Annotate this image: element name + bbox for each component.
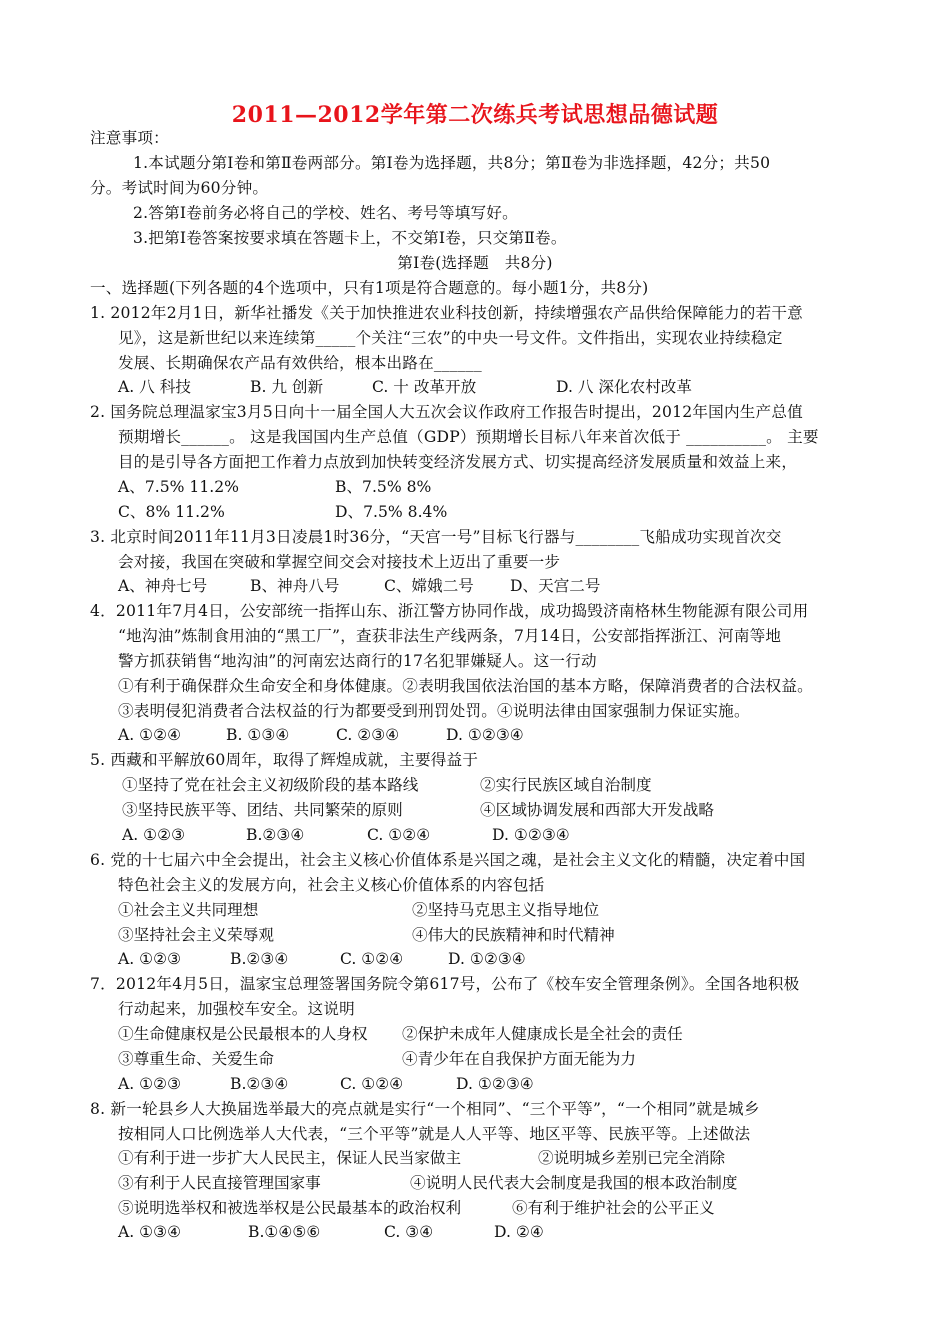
question-2-text: 目的是引导各方面把工作着力点放到加快转变经济发展方式、切实提高经济发展质量和效益上来，: [118, 453, 798, 471]
option-c: C. ①②④: [340, 1075, 404, 1093]
option-d: D. ②④: [494, 1223, 544, 1241]
statement-4: ④说明人民代表大会制度是我国的根本政治制度: [410, 1174, 738, 1192]
question-4-text: 4．2011年7月4日，公安部统一指挥山东、浙江警方协同作战，成功捣毁济南格林生物能源有限公司用: [90, 602, 809, 620]
option-a: A. 八 科技: [118, 378, 191, 396]
statement-1: ①有利于进一步扩大人民民主，保证人民当家做主: [118, 1149, 462, 1167]
option-b: B. ①③④: [226, 726, 290, 744]
option-d: D. ①②③④: [446, 726, 524, 744]
question-7-text: 7．2012年4月5日，温家宝总理签署国务院令第617号，公布了《校车安全管理条例》。全国各地积极: [90, 975, 800, 993]
option-c: C. ②③④: [336, 726, 400, 744]
question-1-text: 发展、长期确保农产品有效供给，根本出路在______: [118, 354, 482, 372]
notice-item-1-cont: 分。考试时间为60分钟。: [90, 179, 269, 197]
option-d: D、7.5% 8.4%: [335, 503, 448, 521]
statement-3: ③有利于人民直接管理国家事: [118, 1174, 321, 1192]
question-1-text: 1. 2012年2月1日，新华社播发《关于加快推进农业科技创新，持续增强农产品供给保障能力的若干意: [90, 304, 803, 322]
section-title: 第Ⅰ卷(选择题 共8分): [397, 254, 553, 272]
statement-3: ③坚持社会主义荣辱观: [118, 926, 274, 944]
question-2-text: 2. 国务院总理温家宝3月5日向十一届全国人大五次会议作政府工作报告时提出，2012年国内生产总值: [90, 403, 803, 421]
notice-heading: 注意事项：: [90, 129, 169, 147]
question-7-text: 行动起来，加强校车安全。这说明: [118, 1000, 355, 1018]
notice-item-2: 2.答第Ⅰ卷前务必将自己的学校、姓名、考号等填写好。: [133, 204, 518, 222]
option-a: A. ①②③: [122, 826, 186, 844]
question-3-text: 会对接，我国在突破和掌握空间交会对接技术上迈出了重要一步: [118, 553, 561, 571]
statement-2: ②说明城乡差别已完全消除: [538, 1149, 726, 1167]
question-2-text: 预期增长______。 这是我国国内生产总值（GDP）预期增长目标八年来首次低于 __________。 主要: [118, 428, 819, 446]
option-a: A. ①②④: [118, 726, 182, 744]
option-a: A、7.5% 11.2%: [118, 478, 239, 496]
question-4-text: 警方抓获销售“地沟油”的河南宏达商行的17名犯罪嫌疑人。这一行动: [118, 652, 597, 670]
part-heading: 一、选择题(下列各题的4个选项中，只有1项是符合题意的。每小题1分，共8分): [90, 279, 649, 297]
question-4-statement: ③表明侵犯消费者合法权益的行为都要受到刑罚处罚。④说明法律由国家强制力保证实施。: [118, 702, 750, 720]
statement-5: ⑤说明选举权和被选举权是公民最基本的政治权利: [118, 1199, 462, 1217]
statement-1: ①坚持了党在社会主义初级阶段的基本路线: [122, 776, 419, 794]
statement-4: ④区域协调发展和西部大开发战略: [480, 801, 714, 819]
option-d: D. 八 深化农村改革: [556, 378, 692, 396]
option-c: C、8% 11.2%: [118, 503, 225, 521]
option-c: C. ①②④: [340, 950, 404, 968]
statement-1: ①生命健康权是公民最根本的人身权: [118, 1025, 368, 1043]
option-c: C. ①②④: [367, 826, 431, 844]
statement-2: ②保护未成年人健康成长是全社会的责任: [402, 1025, 683, 1043]
question-5-text: 5. 西藏和平解放60周年，取得了辉煌成就，主要得益于: [90, 751, 479, 769]
statement-1: ①社会主义共同理想: [118, 901, 259, 919]
page-title: 2011—2012学年第二次练兵考试思想品德试题: [231, 102, 719, 128]
option-b: B.②③④: [246, 826, 305, 844]
statement-2: ②坚持马克思主义指导地位: [412, 901, 600, 919]
option-a: A. ①③④: [118, 1223, 182, 1241]
question-6-text: 特色社会主义的发展方向，社会主义核心价值体系的内容包括: [118, 876, 545, 894]
option-c: C. 十 改革开放: [372, 378, 477, 396]
statement-3: ③尊重生命、关爱生命: [118, 1050, 274, 1068]
question-4-statement: ①有利于确保群众生命安全和身体健康。②表明我国依法治国的基本方略，保障消费者的合法权益。: [118, 677, 813, 695]
notice-item-1: 1.本试题分第Ⅰ卷和第Ⅱ卷两部分。第Ⅰ卷为选择题，共8分；第Ⅱ卷为非选择题，42分；共50: [133, 154, 771, 172]
question-8-text: 8. 新一轮县乡人大换届选举最大的亮点就是实行“一个相同”、“三个平等”，“一个相同”就是城乡: [90, 1100, 760, 1118]
option-d: D. ①②③④: [448, 950, 526, 968]
statement-4: ④青少年在自我保护方面无能为力: [402, 1050, 636, 1068]
option-d: D. ①②③④: [456, 1075, 534, 1093]
question-3-text: 3. 北京时间2011年11月3日凌晨1时36分，“天宫一号”目标飞行器与________飞船成功实现首次交: [90, 528, 782, 546]
option-b: B、7.5% 8%: [335, 478, 432, 496]
statement-2: ②实行民族区域自治制度: [480, 776, 652, 794]
option-b: B.②③④: [230, 1075, 289, 1093]
option-b: B. 九 创新: [250, 378, 324, 396]
option-a: A、神舟七号: [118, 577, 208, 595]
option-a: A. ①②③: [118, 1075, 182, 1093]
option-c: C. ③④: [384, 1223, 434, 1241]
statement-6: ⑥有利于维护社会的公平正义: [512, 1199, 715, 1217]
question-8-text: 按相同人口比例选举人大代表，“三个平等”就是人人平等、地区平等、民族平等。上述做法: [118, 1125, 751, 1143]
question-6-text: 6. 党的十七届六中全会提出，社会主义核心价值体系是兴国之魂，是社会主义文化的精髓，决定着中国: [90, 851, 806, 869]
option-b: B.①④⑤⑥: [248, 1223, 321, 1241]
option-d: D、天宫二号: [510, 577, 601, 595]
option-b: B、神舟八号: [250, 577, 340, 595]
statement-3: ③坚持民族平等、团结、共同繁荣的原则: [122, 801, 403, 819]
question-1-text: 见》，这是新世纪以来连续第_____个关注“三农”的中央一号文件。文件指出，实现农业持续稳定: [118, 329, 783, 347]
option-c: C、嫦娥二号: [384, 577, 474, 595]
option-d: D. ①②③④: [492, 826, 570, 844]
notice-item-3: 3.把第Ⅰ卷答案按要求填在答题卡上，不交第Ⅰ卷，只交第Ⅱ卷。: [133, 229, 567, 247]
statement-4: ④伟大的民族精神和时代精神: [412, 926, 615, 944]
option-a: A. ①②③: [118, 950, 182, 968]
question-4-text: “地沟油”炼制食用油的“黑工厂”，查获非法生产线两条，7月14日，公安部指挥浙江、河南等地: [118, 627, 782, 645]
option-b: B.②③④: [230, 950, 289, 968]
